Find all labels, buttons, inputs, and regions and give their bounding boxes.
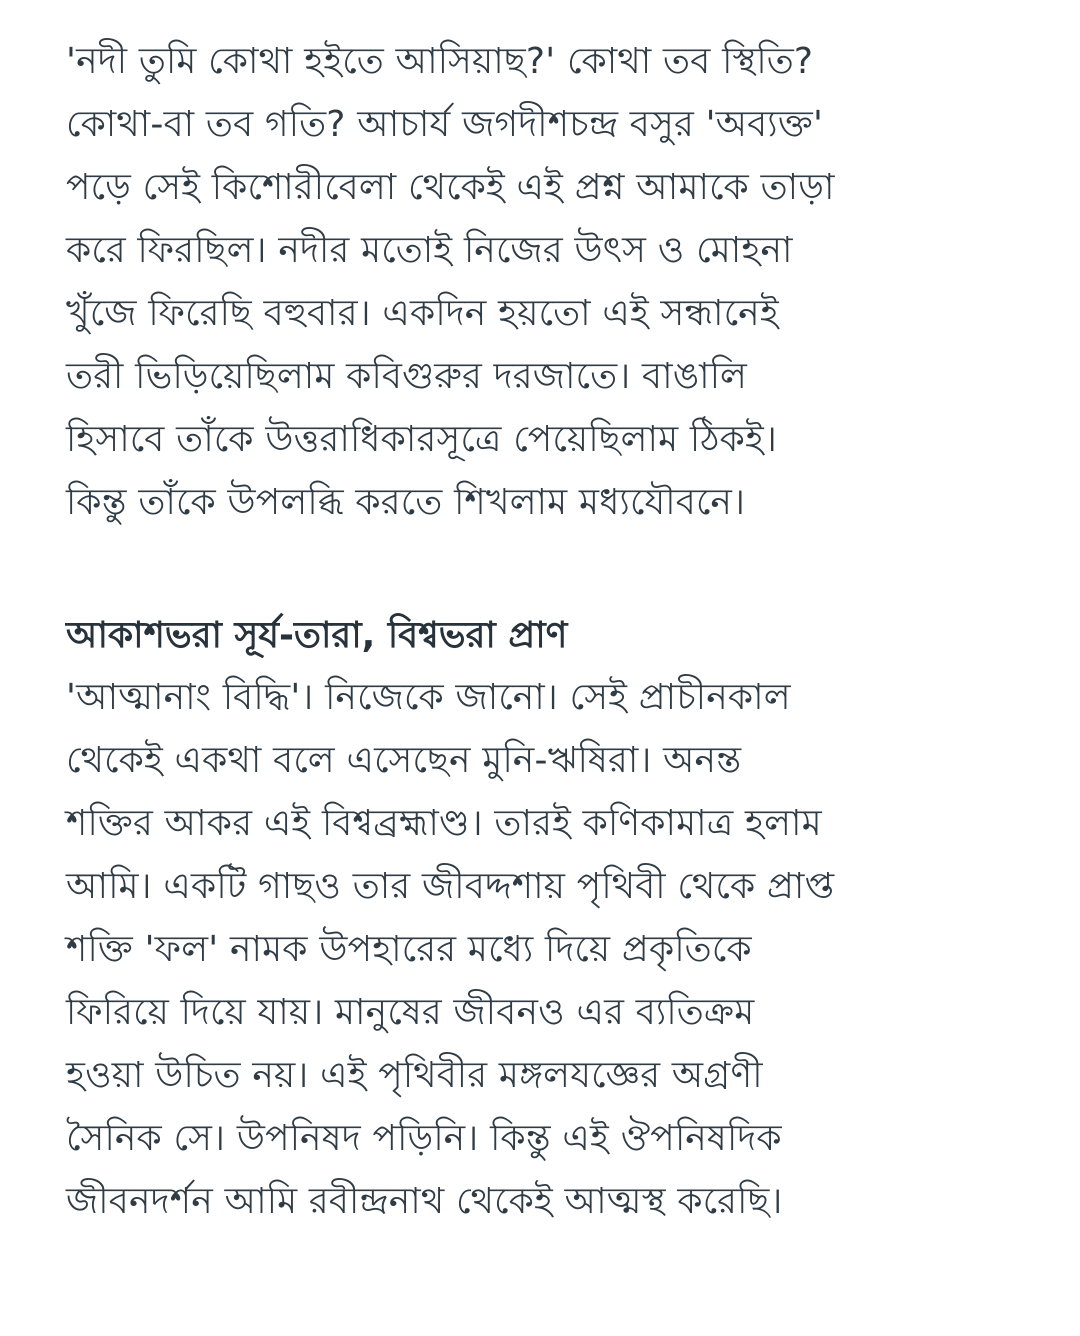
paragraph-line: সৈনিক সে। উপনিষদ পড়িনি। কিন্তু এই ঔপনিষদিক	[66, 1118, 782, 1159]
article-body	[66, 30, 1026, 1233]
paragraph-line: থেকেই একথা বলে এসেছেন মুনি-ঋষিরা। অনন্ত	[66, 740, 742, 781]
section-paragraph	[66, 666, 1026, 1233]
paragraph-spacer	[66, 534, 1026, 606]
paragraph-line: 'নদী তুমি কোথা হইতে আসিয়াছ?' কোথা তব স্থিতি?	[66, 41, 814, 82]
paragraph-line: শক্তির আকর এই বিশ্বব্রহ্মাণ্ড। তারই কণিকামাত্র হলাম	[66, 803, 822, 844]
paragraph-line: হওয়া উচিত নয়। এই পৃথিবীর মঙ্গলযজ্ঞের অগ্রণী	[66, 1055, 763, 1096]
paragraph-line: করে ফিরছিল। নদীর মতোই নিজের উৎস ও মোহনা	[66, 230, 793, 271]
paragraph-line: তরী ভিড়িয়েছিলাম কবিগুরুর দরজাতে। বাঙালি	[66, 356, 748, 397]
intro-paragraph	[66, 30, 1026, 534]
paragraph-line: শক্তি 'ফল' নামক উপহারের মধ্যে দিয়ে প্রকৃতিকে	[66, 929, 752, 970]
paragraph-line: আমি। একটি গাছও তার জীবদ্দশায় পৃথিবী থেকে প্রাপ্ত	[66, 866, 835, 907]
paragraph-line: খুঁজে ফিরেছি বহুবার। একদিন হয়তো এই সন্ধানেই	[66, 293, 779, 334]
section-heading: আকাশভরা সূর্য-তারা, বিশ্বভরা প্রাণ	[66, 615, 568, 656]
paragraph-line: 'আত্মানাং বিদ্ধি'। নিজেকে জানো। সেই প্রাচীনকাল	[66, 677, 791, 718]
paragraph-line: হিসাবে তাঁকে উত্তরাধিকারসূত্রে পেয়েছিলাম ঠিকই।	[66, 419, 778, 460]
paragraph-line: পড়ে সেই কিশোরীবেলা থেকেই এই প্রশ্ন আমাকে তাড়া	[66, 167, 835, 208]
paragraph-line: ফিরিয়ে দিয়ে যায়। মানুষের জীবনও এর ব্যতিক্রম	[66, 992, 755, 1033]
paragraph-line: কিন্তু তাঁকে উপলব্ধি করতে শিখলাম মধ্যযৌবনে।	[66, 482, 746, 523]
paragraph-line: জীবনদর্শন আমি রবীন্দ্রনাথ থেকেই আত্মস্থ করেছি।	[66, 1181, 783, 1222]
paragraph-line: কোথা-বা তব গতি? আচার্য জগদীশচন্দ্র বসুর 'অব্যক্ত'	[66, 104, 824, 145]
